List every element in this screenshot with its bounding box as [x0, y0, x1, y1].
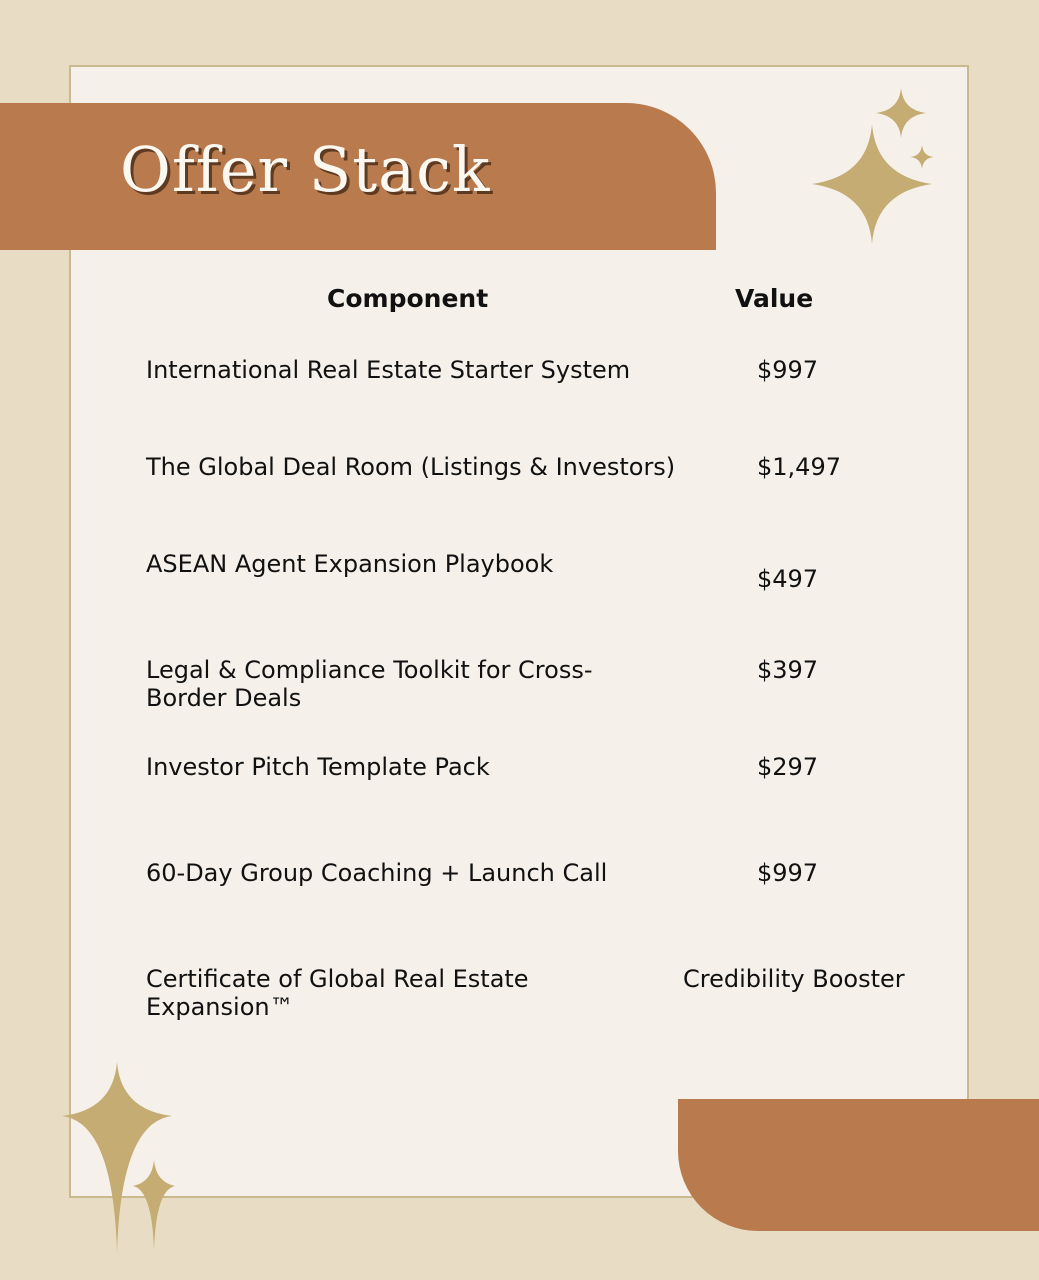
column-header-value: Value	[735, 284, 814, 313]
row-component: Certificate of Global Real Estate	[146, 965, 529, 993]
row-value: $397	[757, 656, 819, 684]
row-value: $497	[757, 565, 819, 593]
row-component: Legal & Compliance Toolkit for Cross-	[146, 656, 593, 684]
row-component: Expansion™	[146, 993, 294, 1021]
sparkle-icon	[910, 145, 934, 169]
sparkle-icon	[133, 1160, 175, 1250]
row-value: $1,497	[757, 453, 841, 481]
row-component: Border Deals	[146, 684, 302, 712]
row-component: International Real Estate Starter System	[146, 356, 631, 384]
row-value: $997	[757, 859, 819, 887]
sparkle-icon	[876, 88, 926, 138]
sparkle-icon	[812, 124, 932, 244]
row-component: The Global Deal Room (Listings & Investors)	[146, 453, 676, 481]
row-component: Investor Pitch Template Pack	[146, 753, 490, 781]
column-header-component: Component	[327, 284, 489, 313]
bottom-accent-block	[678, 1099, 1039, 1231]
row-value: $297	[757, 753, 819, 781]
row-component: ASEAN Agent Expansion Playbook	[146, 550, 554, 578]
page-title: Offer Stack	[120, 133, 491, 206]
row-component: 60-Day Group Coaching + Launch Call	[146, 859, 608, 887]
row-value: Credibility Booster	[683, 965, 905, 993]
row-value: $997	[757, 356, 819, 384]
